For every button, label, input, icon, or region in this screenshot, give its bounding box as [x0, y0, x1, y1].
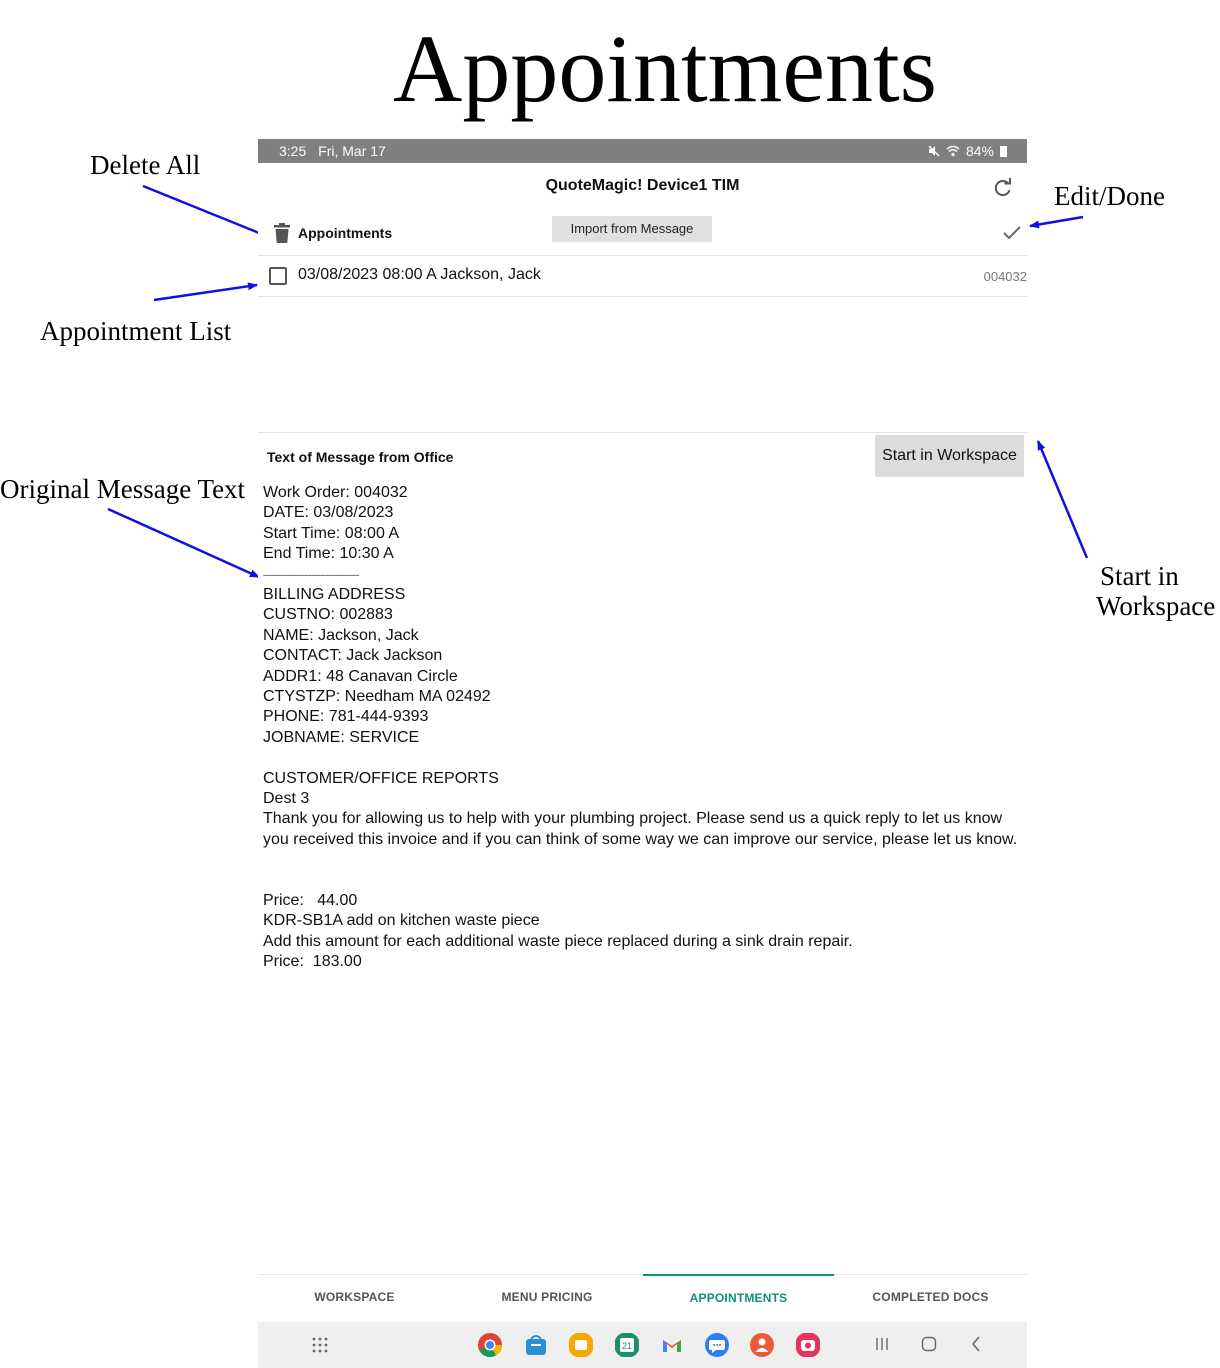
page-title: Appointments: [393, 15, 937, 122]
status-time: 3:25: [279, 143, 307, 159]
message-line: [263, 850, 1023, 870]
message-text: [263, 483, 1023, 973]
annotation-start-in: Start in: [1100, 561, 1179, 591]
store-icon[interactable]: [523, 1332, 549, 1358]
arrow-original-message: [108, 509, 259, 577]
message-separator: ----------------------------------------: [263, 569, 359, 580]
message-line: Start Time: 08:00 A: [263, 524, 400, 542]
battery-icon: [1000, 145, 1007, 157]
chrome-icon[interactable]: [477, 1332, 503, 1358]
arrow-edit-done: [1030, 217, 1083, 226]
message-line: Price: 183.00: [263, 953, 362, 971]
message-line: ADDR1: 48 Canavan Circle: [263, 667, 458, 685]
appointment-row[interactable]: [258, 256, 1027, 296]
refresh-icon[interactable]: [992, 177, 1014, 199]
start-in-workspace-button[interactable]: Start in Workspace: [875, 435, 1024, 477]
files-icon[interactable]: [568, 1332, 594, 1358]
calendar-day: 21: [621, 1341, 633, 1351]
wifi-icon: [946, 145, 960, 157]
message-line: NAME: Jackson, Jack: [263, 626, 419, 644]
divider: [258, 432, 1027, 433]
annotation-original-message: Original Message Text: [0, 474, 246, 504]
arrow-delete-all: [143, 186, 269, 237]
message-line: Dest 3: [263, 790, 310, 808]
tab-menu-pricing[interactable]: MENU PRICING: [501, 1290, 593, 1304]
message-line: CUSTNO: 002883: [263, 606, 393, 624]
camera-icon[interactable]: [795, 1332, 821, 1358]
message-line: Work Order: 004032: [263, 484, 408, 501]
message-line: [263, 748, 1023, 768]
status-date: Fri, Mar 17: [318, 143, 386, 159]
message-line: JOBNAME: SERVICE: [263, 728, 420, 746]
divider: [258, 296, 1027, 297]
battery-percent: 84%: [965, 143, 994, 159]
tab-workspace[interactable]: WORKSPACE: [314, 1290, 395, 1304]
arrow-appointment-list: [154, 285, 257, 300]
tab-appointments[interactable]: APPOINTMENTS: [643, 1274, 834, 1324]
status-bar: [258, 139, 1027, 163]
calendar-icon[interactable]: [614, 1332, 640, 1358]
contacts-icon[interactable]: [749, 1332, 775, 1358]
message-line: [263, 871, 1023, 891]
message-line: Add this amount for each additional waste piece replaced during a sink drain repair.: [263, 932, 853, 950]
message-line: Price: 44.00: [263, 892, 358, 910]
message-paragraph: Thank you for allowing us to help with your plumbing project. Please send us a quick reply to let us know you received this invoice and if you can think of some way we can improve our service, please let us know.: [263, 810, 1018, 848]
gmail-icon[interactable]: [659, 1332, 685, 1358]
back-icon[interactable]: [970, 1336, 982, 1352]
message-line: DATE: 03/08/2023: [263, 504, 394, 522]
annotation-appointment-list: Appointment List: [40, 316, 232, 346]
message-header: Text of Message from Office: [267, 449, 454, 465]
arrow-start-workspace: [1038, 441, 1087, 558]
apps-grid-icon[interactable]: [312, 1337, 328, 1353]
bottom-tab-bar: [258, 1274, 1027, 1323]
appointment-id: 004032: [983, 269, 1027, 284]
annotation-workspace: Workspace: [1096, 591, 1216, 621]
message-line: CUSTOMER/OFFICE REPORTS: [263, 769, 499, 787]
messages-icon[interactable]: [704, 1332, 730, 1358]
system-nav-bar: [258, 1322, 1027, 1368]
annotation-delete-all: Delete All: [90, 150, 201, 180]
delete-all-icon[interactable]: [274, 223, 290, 243]
message-line: KDR-SB1A add on kitchen waste piece: [263, 912, 540, 930]
edit-done-check-icon[interactable]: [1002, 225, 1022, 241]
tab-completed-docs[interactable]: COMPLETED DOCS: [872, 1290, 989, 1304]
status-time-date: [279, 139, 386, 163]
message-line: CTYSTZP: Needham MA 02492: [263, 688, 491, 706]
appointment-label[interactable]: 03/08/2023 08:00 A Jackson, Jack: [298, 266, 541, 283]
message-line: PHONE: 781-444-9393: [263, 708, 429, 726]
message-line: End Time: 10:30 A: [263, 545, 394, 563]
app-title: QuoteMagic! Device1 TIM: [545, 177, 740, 194]
appointment-checkbox[interactable]: [269, 267, 287, 285]
annotation-edit-done: Edit/Done: [1054, 181, 1165, 211]
message-line: BILLING ADDRESS: [263, 586, 406, 604]
mute-icon: [928, 145, 940, 157]
home-icon[interactable]: [921, 1336, 937, 1352]
recents-icon[interactable]: [874, 1336, 890, 1352]
message-line: CONTACT: Jack Jackson: [263, 647, 443, 665]
import-from-message-button[interactable]: Import from Message: [552, 216, 712, 242]
section-label: Appointments: [298, 225, 393, 241]
device-screen: [258, 139, 1027, 1368]
